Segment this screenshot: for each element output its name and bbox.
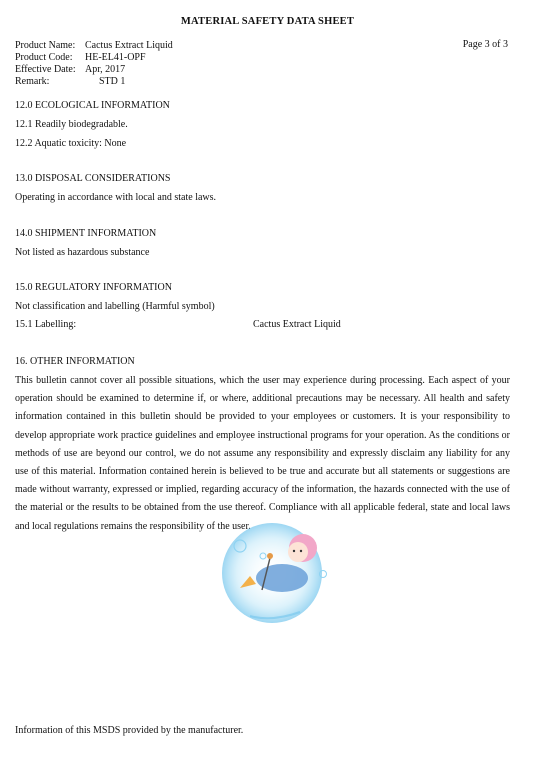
- remark-value: STD 1: [99, 76, 126, 87]
- section-15-heading: 15.0 REGULATORY INFORMATION: [15, 282, 172, 293]
- effective-date-row: [15, 64, 173, 76]
- document-title: MATERIAL SAFETY DATA SHEET: [180, 16, 355, 27]
- product-code-row: [15, 52, 173, 64]
- section-15-1-label: 15.1 Labelling:: [15, 319, 77, 330]
- effective-date-label: Effective Date:: [15, 64, 76, 75]
- section-14-heading: 14.0 SHIPMENT INFORMATION: [15, 228, 157, 239]
- section-12-heading: 12.0 ECOLOGICAL INFORMATION: [15, 100, 170, 111]
- remark-label: Remark:: [15, 76, 50, 87]
- section-14-text: Not listed as hazardous substance: [15, 247, 150, 258]
- section-13-text: Operating in accordance with local and state laws.: [15, 192, 217, 203]
- product-name-value: Cactus Extract Liquid: [85, 40, 173, 51]
- section-16-heading: 16. OTHER INFORMATION: [15, 356, 135, 367]
- product-name-row: [15, 40, 173, 52]
- section-13-heading: 13.0 DISPOSAL CONSIDERATIONS: [15, 173, 171, 184]
- section-15-1-value: Cactus Extract Liquid: [253, 319, 341, 330]
- section-12-2: 12.2 Aquatic toxicity: None: [15, 138, 127, 149]
- footer-note: Information of this MSDS provided by the manufacturer.: [15, 725, 244, 736]
- product-code-label: Product Code:: [15, 52, 73, 63]
- effective-date-value: Apr, 2017: [85, 64, 126, 75]
- product-name-label: Product Name:: [15, 40, 76, 51]
- product-meta: [15, 40, 173, 88]
- remark-row: [15, 76, 173, 88]
- mascot-watermark-stamp: [210, 518, 340, 624]
- section-16-body: This bulletin cannot cover all possible situations, which the user may experience during processing. Each aspect of your operation should be examined to determine if, or where, additional precautions may be necessary. All health and safety information contained in this bulletin should be provided to your employees or customers. It is your responsibility to develop appropriate work practice guidelines and employee instructional programs for your operation. As the conditions or methods of use are beyond our control, we do not assume any responsibility and expressly disclaim any liability for any use of this material. Information contained herein is believed to be true and accurate but all statements or suggestions are made without warranty, expressed or implied, regarding accuracy of the information, the hazards connected with the use of the material or the results to be obtained from the use thereof. Compliance with all applicable federal, state and local laws and local regulations remains the responsibility of the user.: [15, 375, 510, 532]
- page-number: Page 3 of 3: [462, 39, 508, 50]
- product-code-value: HE-EL41-OPF: [85, 52, 146, 63]
- section-12-1: 12.1 Readily biodegradable.: [15, 119, 128, 130]
- section-15-text: Not classification and labelling (Harmful symbol): [15, 301, 215, 312]
